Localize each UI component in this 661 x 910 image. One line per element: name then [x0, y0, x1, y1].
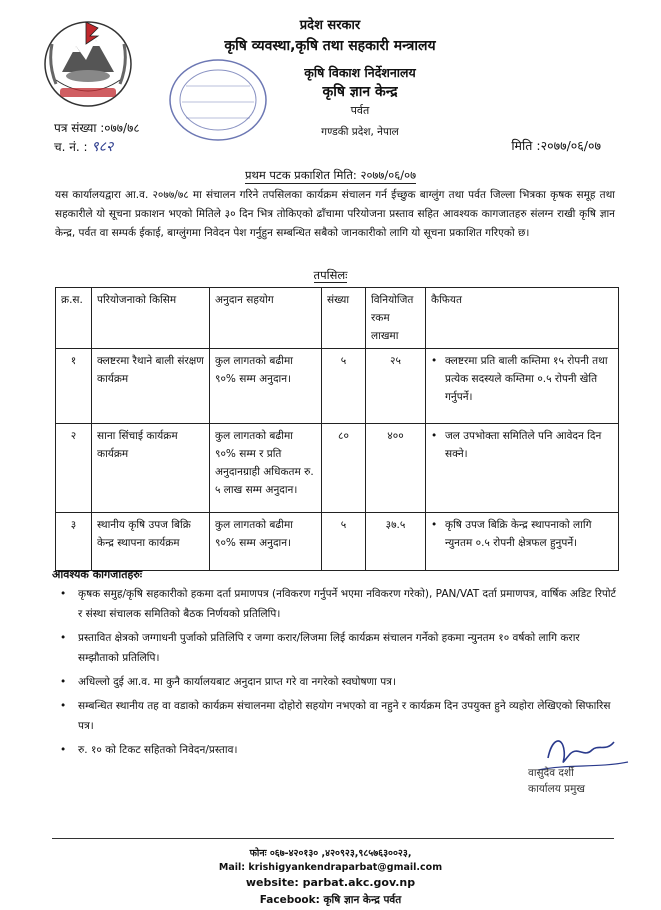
cell-grant: कुल लागतको बढीमा ९०% सम्म अनुदान। — [210, 513, 322, 571]
list-item-text: सम्बन्धित स्थानीय तह वा वडाको कार्यक्रम संचालनमा दोहोरो सहयोग नभएको वा नहुने र कार्यक्रम दिन उपयुक्त हुने व्यहोरा लेखिएको सिफारिस पत्र। — [78, 700, 611, 732]
col-header-sn: क्र.स. — [56, 288, 92, 349]
requirements-title: आवश्यक कागजातहरुः — [52, 568, 143, 581]
col-header-count: संख्या — [322, 288, 366, 349]
cell-project: साना सिंचाई कार्यक्रम कार्यक्रम — [92, 424, 210, 513]
cell-count: ५ — [322, 349, 366, 424]
bullet-icon: • — [431, 519, 438, 531]
header-government: प्रदेश सरकार — [299, 18, 361, 33]
nepal-emblem-icon — [42, 14, 134, 109]
details-heading — [0, 268, 661, 283]
list-item-text: कृषक समुह/कृषि सहकारीको हकमा दर्ता प्रमाणपत्र (नविकरण गर्नुपर्ने भएमा नविकरण गरेको), PAN/VAT दर्ता प्रमाणपत्र, वार्षिक अडिट रिपोर्ट र संस्था संचालक समितिको बैठक निर्णयको प्रतिलिपि। — [78, 588, 616, 620]
cell-remark — [426, 349, 619, 424]
letter-date: मिति :२०७७/०६/०७ — [511, 138, 601, 153]
col-header-project: परियोजनाको किसिम — [92, 288, 210, 349]
signatory-name: वासुदेव दर्शी — [528, 767, 574, 779]
cell-sn: १ — [56, 349, 92, 424]
col-header-amount: विनियोजित रकम लाखमा — [366, 288, 426, 349]
bullet-icon: • — [60, 588, 67, 600]
letter-number: पत्र संख्या :०७७/७८ — [54, 121, 140, 135]
dispatch-number-value: ९८२ — [91, 139, 114, 155]
cell-project: स्थानीय कृषि उपज बिक्रि केन्द्र स्थापना कार्यक्रम — [92, 513, 210, 571]
cell-remark — [426, 513, 619, 571]
cell-count: ५ — [322, 513, 366, 571]
cell-remark-text: जल उपभोक्ता समितिले पनि आवेदन दिन सक्ने। — [445, 430, 602, 460]
dispatch-number — [54, 137, 113, 156]
bullet-icon: • — [60, 744, 67, 756]
dispatch-number-label: च. नं. : — [54, 140, 88, 154]
table-row — [56, 349, 619, 424]
table-header-row — [56, 288, 619, 349]
cell-count: ८० — [322, 424, 366, 513]
program-table — [55, 287, 619, 571]
cell-remark — [426, 424, 619, 513]
header-ministry: कृषि व्यवस्था,कृषि तथा सहकारी मन्त्रालय — [224, 38, 436, 54]
bullet-icon: • — [60, 676, 67, 688]
footer-divider — [52, 838, 614, 839]
footer-facebook: Facebook: कृषि ज्ञान केन्द्र पर्वत — [259, 894, 402, 906]
signatory-title: कार्यालय प्रमुख — [528, 783, 585, 795]
header-office: कृषि ज्ञान केन्द्र — [322, 84, 398, 100]
details-heading-text: तपसिलः — [313, 268, 348, 282]
footer-mail: Mail: krishigyankendraparbat@gmail.com — [218, 862, 443, 873]
cell-grant: कुल लागतको बढीमा ९०% सम्म र प्रति अनुदानग्राही अधिकतम रु. ५ लाख सम्म अनुदान। — [210, 424, 322, 513]
header-province: गण्डकी प्रदेश, नेपाल — [321, 126, 399, 138]
cell-project: क्लष्टरमा रैथाने बाली संरक्षण कार्यक्रम — [92, 349, 210, 424]
cell-grant: कुल लागतको बढीमा ९०% सम्म अनुदान। — [210, 349, 322, 424]
notice-intro: यस कार्यालयद्वारा आ.व. २०७७/७८ मा संचालन गरिने तपसिलका कार्यक्रम संचालन गर्न ईच्छुक बाग्लुंग तथा पर्वत जिल्ला भित्रका कृषक समूह तथा सहकारीले यो सूचना प्रकाशन भएको मितिले ३० दिन भित्र तोकिएको ढाँचामा परियोजना प्रस्ताव सहित आवश्यक कागजातहरु संलग्न राखी कृषि ज्ञान केन्द्र, पर्वत वा सम्पर्क ईकाई, बाग्लुंगमा निवेदन पेश गर्नुहुन सम्बन्धित सबैको जानकारीको लागि यो सूचना प्रकाशित गरिएको छ। — [55, 189, 615, 239]
cell-amount: ४०० — [366, 424, 426, 513]
col-header-remark: कैफियत — [426, 288, 619, 349]
list-item — [52, 628, 618, 668]
bullet-icon: • — [431, 430, 438, 442]
list-item — [52, 584, 618, 624]
bullet-icon: • — [431, 355, 438, 367]
cell-sn: ३ — [56, 513, 92, 571]
header-district: पर्वत — [350, 104, 370, 117]
list-item-text: रु. १० को टिकट सहितको निवेदन/प्रस्ताव। — [78, 744, 238, 756]
col-header-grant: अनुदान सहयोग — [210, 288, 322, 349]
published-date-text: प्रथम पटक प्रकाशित मिति: २०७७/०६/०७ — [244, 168, 417, 182]
cell-amount: २५ — [366, 349, 426, 424]
published-date — [0, 168, 661, 183]
header-directorate: कृषि विकाश निर्देशनालय — [304, 65, 416, 80]
cell-remark-text: कृषि उपज बिक्रि केन्द्र स्थापनाको लागि न्युनतम ०.५ रोपनी क्षेत्रफल हुनुपर्ने। — [445, 519, 592, 549]
table-row — [56, 424, 619, 513]
bullet-icon: • — [60, 700, 67, 712]
list-item-text: प्रस्तावित क्षेत्रको जग्गाधनी पुर्जाको प्रतिलिपि र जग्गा करार/लिजमा लिई कार्यक्रम संचालन गर्नेको हकमा न्युनतम १० वर्षको लागि करार सम्झौताको प्रतिलिपि। — [78, 632, 580, 664]
list-item — [52, 672, 618, 692]
footer-website: website: parbat.akc.gov.np — [245, 876, 416, 889]
table-row — [56, 513, 619, 571]
bullet-icon: • — [60, 632, 67, 644]
cell-remark-text: क्लष्टरमा प्रति बाली कम्तिमा १५ रोपनी तथा प्रत्येक सदस्यले कम्तिमा ०.५ रोपनी खेति गर्नुपर्ने। — [445, 355, 608, 403]
list-item-text: अधिल्लो दुई आ.व. मा कुनै कार्यालयबाट अनुदान प्राप्त गरे वा नगरेको स्वघोषणा पत्र। — [78, 676, 396, 688]
footer-phone: फोनः ०६७-४२०१३० ,४२०९२३,९८५७६३००२३, — [249, 848, 412, 859]
cell-sn: २ — [56, 424, 92, 513]
cell-amount: ३७.५ — [366, 513, 426, 571]
